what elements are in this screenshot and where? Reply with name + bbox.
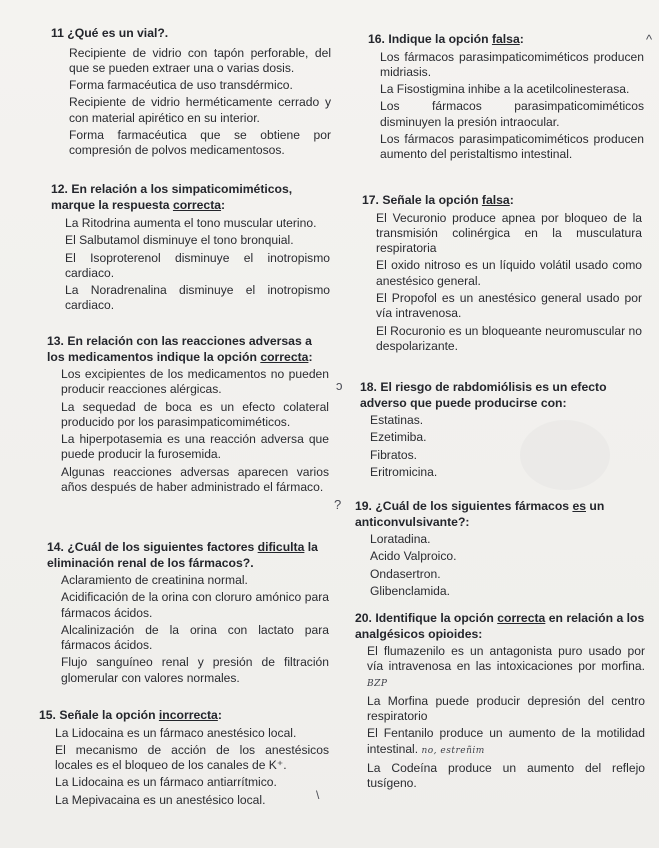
question-12 <box>51 182 330 316</box>
question-11 <box>51 26 331 161</box>
question-number: 16. <box>368 32 385 46</box>
option-d: Glibenclamida. <box>370 583 450 598</box>
option-d: Algunas reacciones adversas aparecen varios años después de haber administrado el fármaco. <box>61 464 329 495</box>
question-number: 17. <box>362 193 379 207</box>
question-number: 11 <box>51 26 64 40</box>
option-a: La Ritodrina aumenta el tono muscular uterino. <box>65 216 317 230</box>
question-title <box>360 380 642 411</box>
question-20 <box>355 611 645 794</box>
option-a: Loratadina. <box>370 532 431 546</box>
option-a: Recipiente de vidrio con tapón perforable, del que se pueden extraer una o varias dosis. <box>69 45 331 75</box>
option-d: Flujo sanguíneo renal y presión de filtración glomerular con valores normales. <box>61 655 329 685</box>
question-title <box>51 182 330 213</box>
option-c: Los fármacos parasimpaticomiméticos disminuyen la presión intraocular. <box>380 99 644 129</box>
option-b: La Morfina puede producir depresión del centro respiratorio <box>367 693 645 724</box>
question-number: 15. <box>39 708 56 722</box>
question-text-end: : <box>509 193 514 207</box>
option-d: La Codeína produce un aumento del reflejo tusígeno. <box>367 761 645 791</box>
question-number: 13. <box>47 334 64 348</box>
option-c-text: El Fentanilo produce un aumento de la motilidad intestinal. <box>367 726 645 756</box>
option-c: La hiperpotasemia es una reacción adversa que puede producir la furosemida. <box>61 432 329 462</box>
question-text: Indique la opción <box>388 32 492 46</box>
option-b: Forma farmacéutica de uso transdérmico. <box>69 78 293 93</box>
question-number: 19. <box>355 499 372 513</box>
option-d: La Noradrenalina disminuye el inotropismo cardiaco. <box>65 283 330 313</box>
question-text: En relación a los simpaticomiméticos, marque la respuesta <box>51 182 293 212</box>
question-text: Identifique la opción <box>375 611 498 625</box>
option-a <box>367 644 645 692</box>
question-title <box>47 334 329 365</box>
question-title <box>51 26 331 42</box>
question-text-end: : <box>519 32 524 46</box>
question-17 <box>362 193 642 356</box>
question-title <box>39 708 329 724</box>
option-d: Los fármacos parasimpaticomiméticos producen aumento del peristaltismo intestinal. <box>380 131 644 162</box>
question-keyword: dificulta <box>257 540 305 554</box>
option-b: El mecanismo de acción de los anestésicos locales es el bloqueo de los canales de K⁺. <box>55 742 329 773</box>
option-b: Ezetimiba. <box>370 430 427 445</box>
question-title <box>362 193 642 209</box>
question-keyword: incorrecta <box>158 708 218 722</box>
question-14 <box>47 540 329 688</box>
option-a: El Vecuronio produce apnea por bloqueo de la transmisión colinérgica en la musculatura respiratoria <box>376 210 642 256</box>
question-text: ¿Qué es un vial?. <box>67 26 169 40</box>
option-b: El oxido nitroso es un líquido volátil usado como anestésico general. <box>376 258 642 288</box>
question-number: 20. <box>355 611 372 625</box>
option-a: Los fármacos parasimpaticomiméticos producen midriasis. <box>380 49 644 79</box>
option-c: Fibratos. <box>370 447 418 462</box>
option-c: El Propofol es un anestésico general usado por vía intravenosa. <box>376 290 642 321</box>
question-text: ¿Cuál de los siguientes fármacos <box>375 499 573 513</box>
question-text-end: la eliminación renal de los fármacos?. <box>47 540 318 570</box>
question-text-end: : <box>217 708 222 722</box>
option-d: Eritromicina. <box>370 464 438 479</box>
option-c: Recipiente de vidrio herméticamente cerrado y con material apirético en su interior. <box>69 95 331 125</box>
pen-mark: \ <box>316 788 320 802</box>
question-title <box>47 540 329 571</box>
option-c: La Lidocaina es un fármaco antiarrítmico. <box>55 775 277 790</box>
question-keyword: correcta <box>497 611 546 625</box>
option-a: La Lidocaina es un fármaco anestésico local. <box>55 725 297 740</box>
option-a-text: El flumazenilo es un antagonista puro usado por vía intravenosa en las intoxicaciones por morfina. <box>367 644 645 674</box>
pen-mark: ↄ <box>336 378 343 393</box>
question-keyword: falsa <box>481 193 510 207</box>
question-title <box>355 611 645 642</box>
option-d: El Rocuronio es un bloqueante neuromuscular no despolarizante. <box>376 323 642 353</box>
option-b: La Fisostigmina inhibe a la acetilcolinesterasa. <box>380 82 630 97</box>
question-16 <box>368 32 644 165</box>
option-b: La sequedad de boca es un efecto colateral producido por los parasimpaticomiméticos. <box>61 399 329 429</box>
question-text: En relación con las reacciones adversas a los medicamentos indique la opción <box>47 334 312 364</box>
question-number: 18. <box>360 380 377 394</box>
question-title <box>355 499 645 530</box>
question-15 <box>39 708 329 810</box>
question-keyword: correcta <box>260 349 309 364</box>
option-b: Acidificación de la orina con cloruro amónico para fármacos ácidos. <box>61 590 329 620</box>
handwritten-note: BZP <box>367 678 388 689</box>
pen-mark: ? <box>334 497 342 512</box>
question-keyword: correcta <box>172 197 222 212</box>
option-c <box>367 726 645 759</box>
option-a: Aclaramiento de creatinina normal. <box>61 573 248 587</box>
option-d: La Mepivacaina es un anestésico local. <box>55 792 266 807</box>
question-keyword: falsa <box>491 32 520 46</box>
question-text-end: : <box>221 197 226 212</box>
question-number: 14. <box>47 540 64 554</box>
question-text-end: en relación a los analgésicos opioides: <box>355 611 645 641</box>
question-18 <box>360 380 642 482</box>
question-text: Señale la opción <box>59 708 159 722</box>
option-b: El Salbutamol disminuye el tono bronquial. <box>65 233 294 248</box>
question-text-end: un anticonvulsivante?: <box>355 499 605 529</box>
option-a: Estatinas. <box>370 413 424 427</box>
question-text: El riesgo de rabdomiólisis es un efecto adverso que puede producirse con: <box>360 380 607 410</box>
question-19 <box>355 499 645 601</box>
handwritten-note: no, estreñim <box>421 745 485 756</box>
option-a: Los excipientes de los medicamentos no pueden producir reacciones alérgicas. <box>61 367 329 397</box>
pen-mark: ^ <box>646 32 653 47</box>
question-text-end: : <box>308 349 313 364</box>
option-d: Forma farmacéutica que se obtiene por compresión de polvos medicamentosos. <box>69 127 331 158</box>
option-b: Acido Valproico. <box>370 549 457 564</box>
question-number: 12. <box>51 182 68 196</box>
question-text: Señale la opción <box>382 193 482 207</box>
question-title <box>368 32 644 48</box>
option-c: El Isoproterenol disminuye el inotropismo cardiaco. <box>65 250 330 280</box>
option-c: Alcalinización de la orina con lactato para fármacos ácidos. <box>61 622 329 653</box>
question-keyword: es <box>572 499 586 513</box>
option-c: Ondasertron. <box>370 566 441 581</box>
question-text: ¿Cuál de los siguientes factores <box>67 540 258 554</box>
question-13 <box>47 334 329 497</box>
